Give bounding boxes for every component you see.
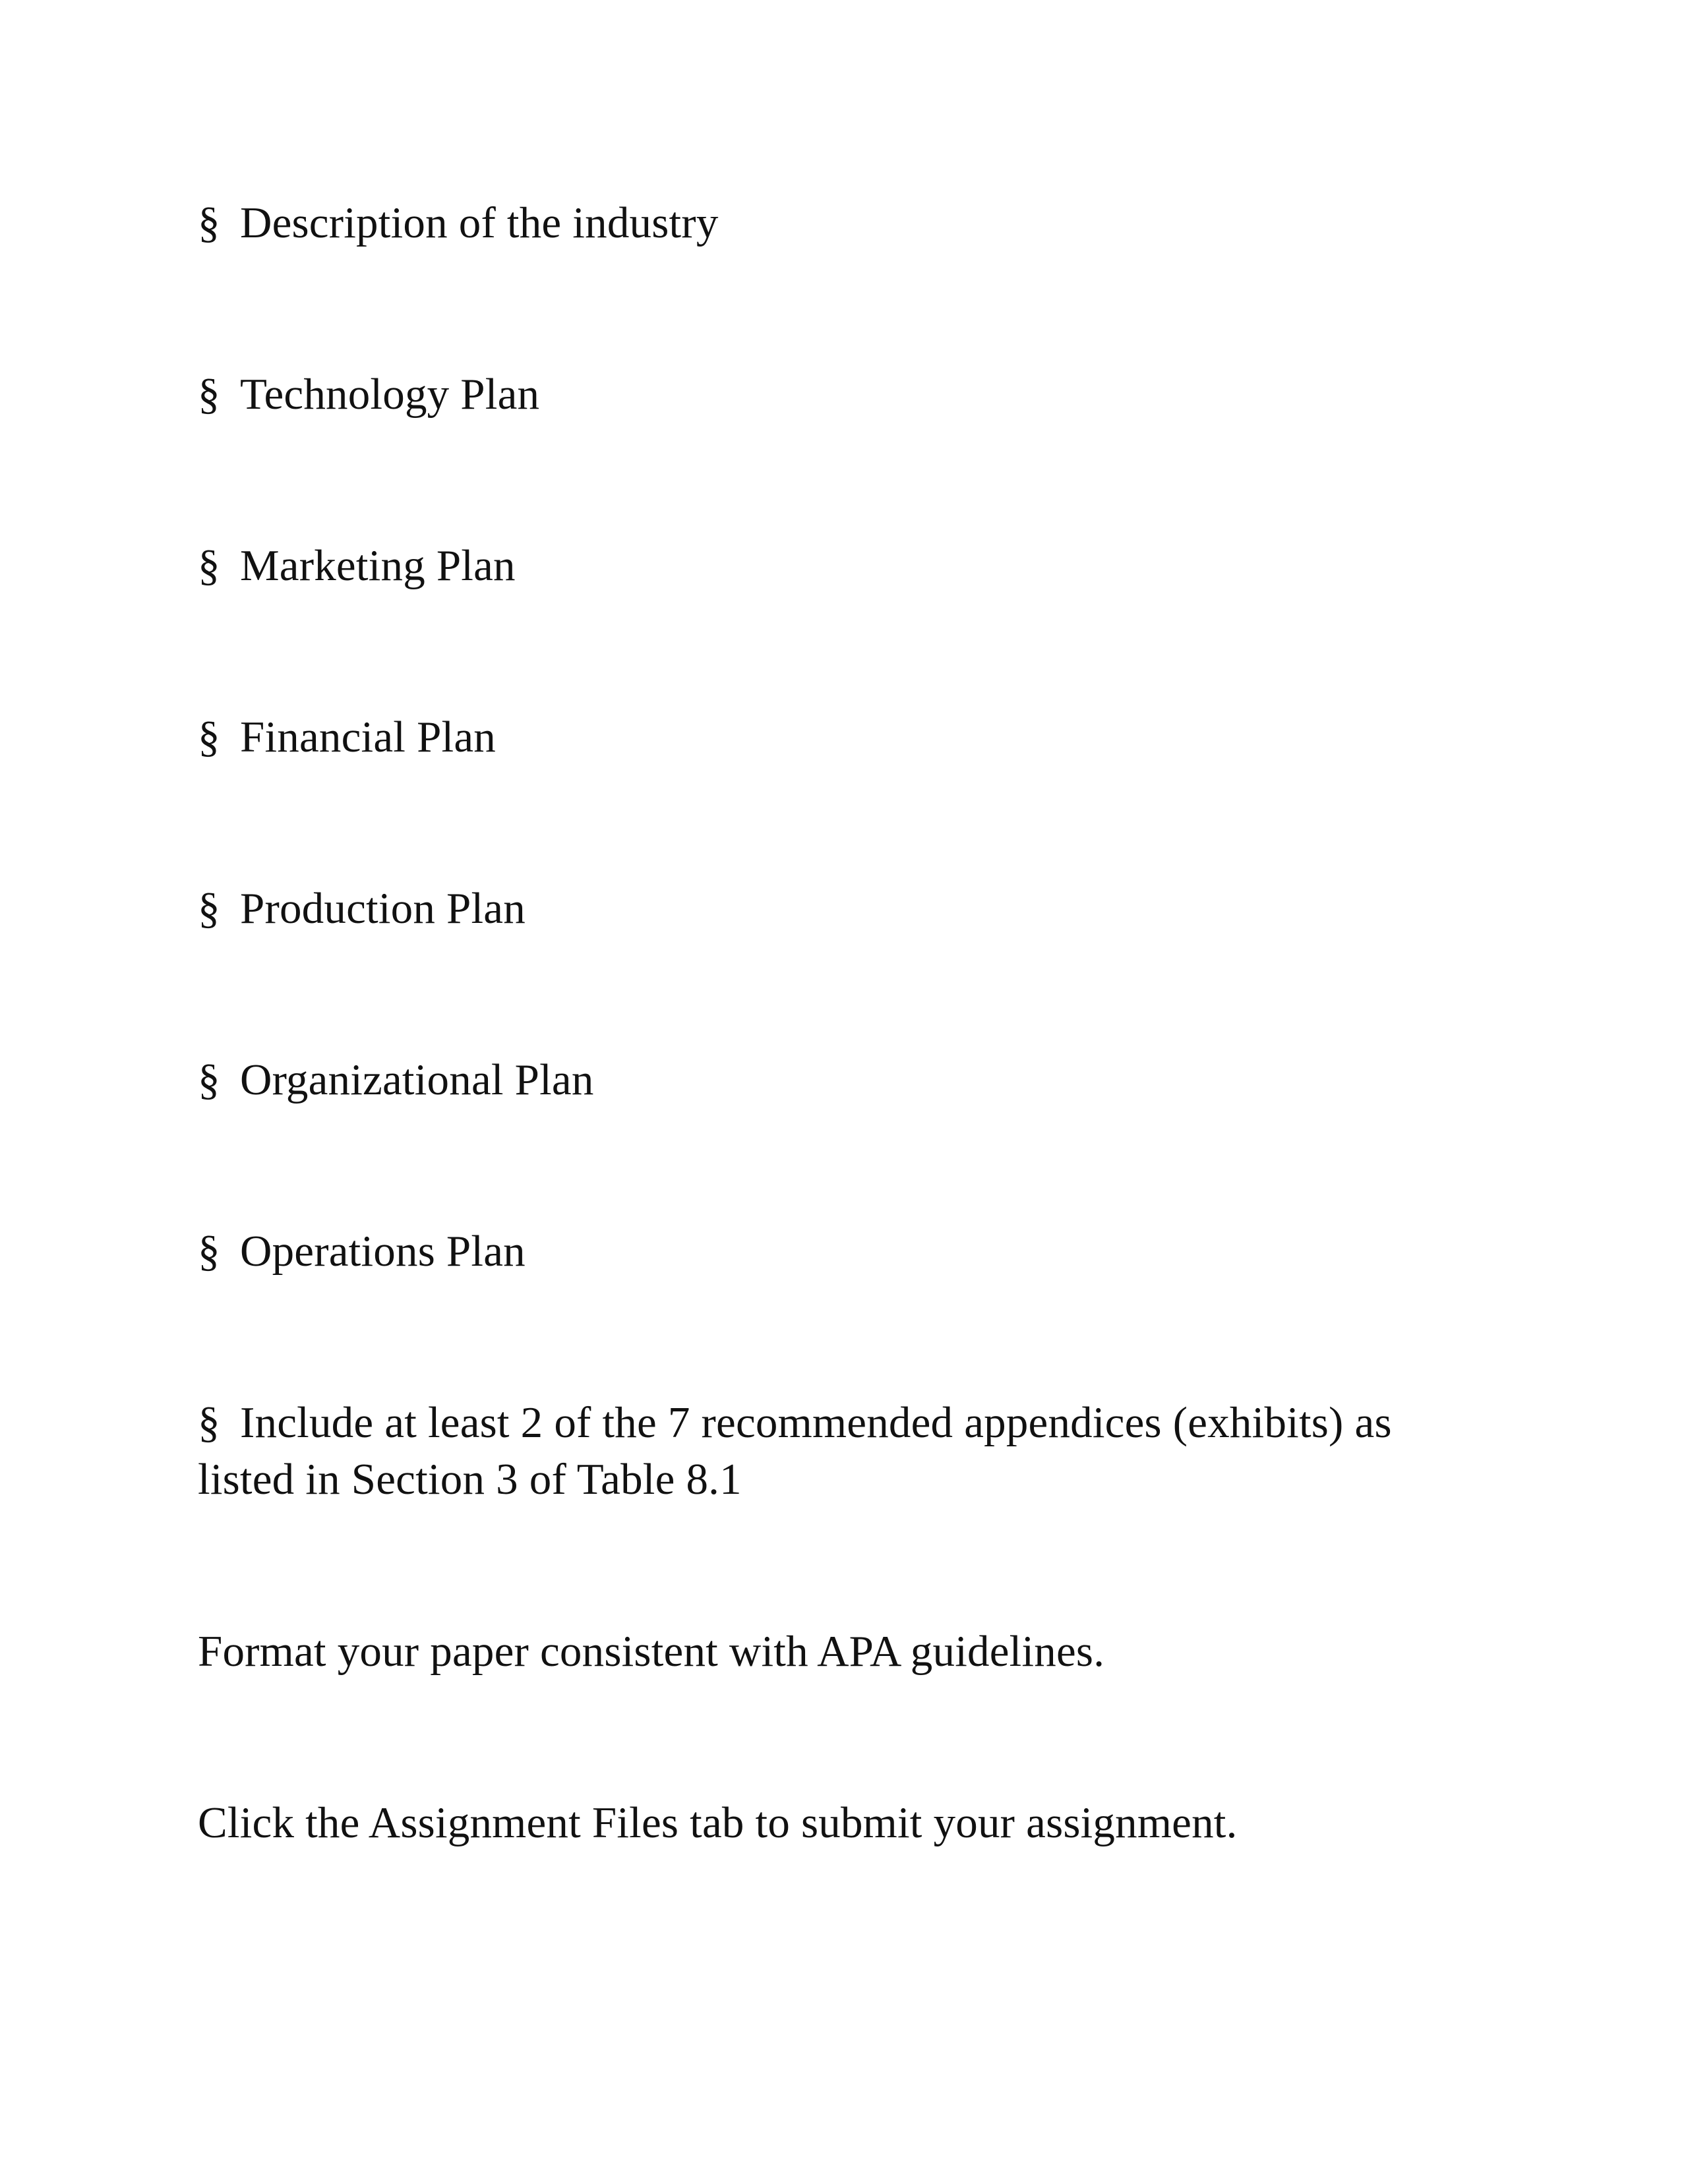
bullet-item-text: Technology Plan xyxy=(240,370,540,419)
bullet-item xyxy=(198,709,1451,765)
paragraph xyxy=(198,1623,1451,1680)
bullet-item xyxy=(198,880,1451,937)
section-sign-icon: § xyxy=(198,370,220,419)
bullet-item xyxy=(198,1051,1451,1108)
section-sign-icon: § xyxy=(198,1398,220,1447)
section-sign-icon: § xyxy=(198,884,220,933)
bullet-item-text: Operations Plan xyxy=(240,1227,526,1276)
section-sign-icon: § xyxy=(198,1227,220,1276)
bullet-item-text: Production Plan xyxy=(240,884,526,933)
bullet-item-text: Description of the industry xyxy=(240,198,719,247)
bullet-item-text: Financial Plan xyxy=(240,713,496,761)
bullet-item-text: Include at least 2 of the 7 recommended appendices (exhibits) as listed in Section 3 of Table 8.1 xyxy=(198,1398,1392,1504)
bullet-item-text: Organizational Plan xyxy=(240,1055,594,1104)
bullet-item-text: Marketing Plan xyxy=(240,541,516,590)
section-sign-icon: § xyxy=(198,541,220,590)
bullet-item xyxy=(198,194,1451,251)
bullet-item xyxy=(198,537,1451,594)
section-sign-icon: § xyxy=(198,1055,220,1104)
bullet-item xyxy=(198,1223,1451,1280)
paragraph xyxy=(198,1794,1451,1851)
section-sign-icon: § xyxy=(198,713,220,761)
bullet-item xyxy=(198,1394,1437,1508)
paragraph-text: Format your paper consistent with APA guidelines. xyxy=(198,1627,1105,1676)
bullet-item xyxy=(198,366,1451,423)
paragraph-text: Click the Assignment Files tab to submit your assignment. xyxy=(198,1798,1238,1847)
section-sign-icon: § xyxy=(198,198,220,247)
